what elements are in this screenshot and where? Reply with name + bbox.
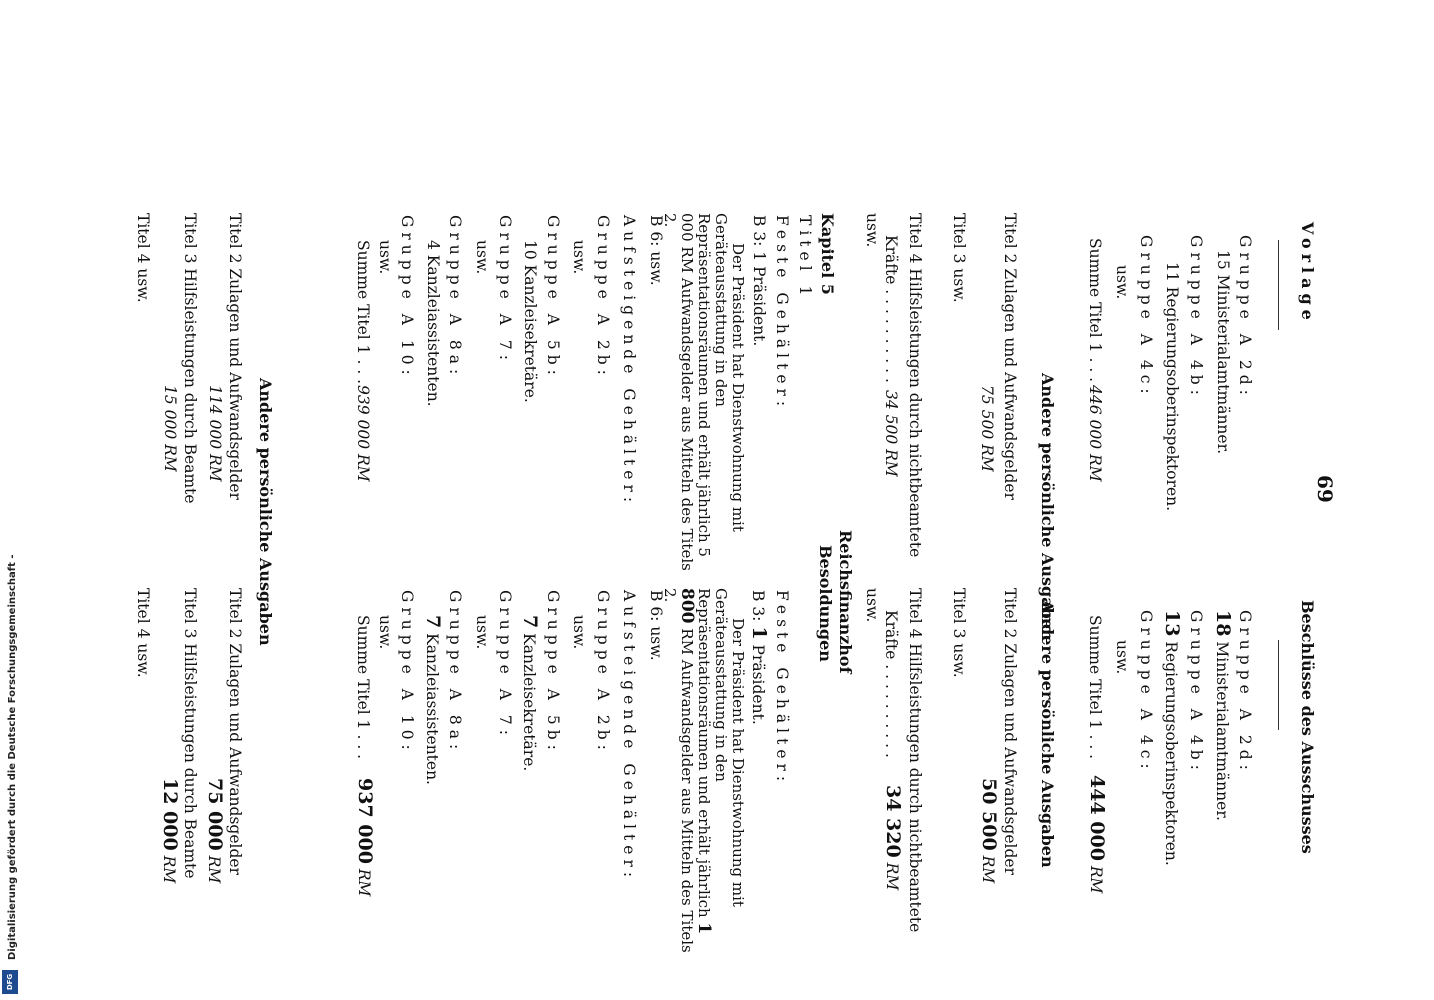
dfg-logo: DFG	[2, 970, 18, 994]
left-praesident-paragraph: Der Präsident hat Dienstwohnung mit Geräteausstattung in den Repräsentationsräumen und erhält jährlich 5 000 RM Aufwandsgelder aus Mitteln des Titels 2.	[661, 213, 747, 571]
right-group-a8a: Gruppe A 8a:	[446, 590, 464, 755]
right-group-a4c-value: usw.	[1113, 640, 1131, 675]
left-column-header: Vorlage	[1298, 222, 1317, 325]
right-group-a10-value: usw.	[376, 615, 394, 650]
left-sum2-amount: 939 000 RM	[354, 385, 372, 482]
right-praesident-paragraph: Der Präsident hat Dienstwohnung mit Geräteausstattung in den Repräsentationsräumen und erhält jährlich 1 800 RM Aufwandsgelder aus Mitteln des Titels 2.	[661, 588, 747, 953]
left-k-titel2: Titel 2 Zulagen und Aufwandsgelder	[226, 213, 244, 500]
left-titel4-cont: Kräfte . . . . . . . . . .	[882, 235, 900, 383]
right-b6: B 6: usw.	[647, 590, 665, 661]
left-group-a10-value: usw.	[376, 240, 394, 275]
left-group-a5b: Gruppe A 5b:	[544, 215, 562, 380]
right-k-titel3: Titel 3 Hilfsleistungen durch Beamte	[181, 588, 199, 879]
page-number: 69	[1313, 475, 1337, 503]
left-usw: usw.	[863, 213, 881, 248]
right-sum-titel1-amount: 444 000 RM	[1086, 775, 1108, 894]
left-b6: B 6: usw.	[647, 215, 665, 286]
right-group-a8a-value: 7 Kanzleiassistenten.	[422, 615, 444, 785]
left-heading-andere2: Andere persönliche Ausgaben	[256, 378, 275, 646]
left-group-a5b-value: 10 Kanzleisekretäre.	[521, 240, 539, 403]
left-b3: B 3: 1 Präsident.	[750, 215, 768, 347]
right-group-a4b-value: 13 Regierungsoberinspektoren.	[1161, 610, 1183, 866]
right-group-a2d-count: 18	[1212, 610, 1234, 637]
left-k-titel4: Titel 4 usw.	[134, 213, 152, 303]
left-aufsteigende: Aufsteigende Gehälter:	[620, 215, 638, 508]
left-group-a10: Gruppe A 10:	[398, 215, 416, 380]
right-group-a4c: Gruppe A 4c:	[1137, 610, 1155, 774]
right-group-a2b-value: usw.	[570, 615, 588, 650]
right-feste-gehaelter: Feste Gehälter:	[773, 590, 791, 787]
right-praesident-amount: 1 800	[677, 588, 714, 935]
right-reichsfinanzhof: Reichsfinanzhof	[836, 530, 855, 674]
right-group-a5b: Gruppe A 5b:	[544, 590, 562, 755]
right-column-header: Beschlüsse des Ausschusses	[1298, 600, 1317, 854]
left-group-a4c-value: usw.	[1113, 265, 1131, 300]
left-sum2: Summe Titel 1 . . .	[354, 240, 372, 385]
right-header-rule	[1278, 640, 1279, 730]
left-group-a2d: Gruppe A 2d:	[1236, 235, 1254, 400]
right-titel4-amount: 34 320 RM	[882, 785, 904, 891]
left-sum-titel1-amount: 446 000 RM	[1086, 385, 1104, 482]
right-group-a2d-value: 18 Ministerialamtmänner.	[1212, 610, 1234, 821]
left-titel2-amount: 75 500 RM	[978, 385, 996, 472]
right-b3-count: 1	[748, 626, 770, 640]
left-titel1: Titel 1	[796, 215, 814, 301]
left-titel4-amount: 34 500 RM	[882, 390, 900, 477]
left-k-titel3: Titel 3 Hilfsleistungen durch Beamte	[181, 213, 199, 504]
left-group-a8a: Gruppe A 8a:	[446, 215, 464, 380]
left-group-a7: Gruppe A 7:	[496, 215, 514, 365]
left-group-a7-value: usw.	[473, 240, 491, 275]
right-besoldungen: Besoldungen	[816, 545, 835, 662]
left-group-a4b-value: 11 Regierungsoberinspektoren.	[1163, 262, 1181, 512]
right-k-titel2-amount: 75 000 RM	[204, 778, 226, 884]
left-titel4: Titel 4 Hilfsleistungen durch nichtbeamtete	[906, 213, 924, 558]
right-k-titel3-amount: 12 000 RM	[159, 778, 181, 884]
left-header-rule	[1278, 240, 1279, 330]
left-group-a4c: Gruppe A 4c:	[1137, 235, 1155, 399]
right-titel2-amount: 50 500 RM	[978, 778, 1000, 884]
digitization-credit	[0, 554, 22, 1000]
right-group-a7: Gruppe A 7:	[496, 590, 514, 740]
left-k-titel3-amount: 15 000 RM	[161, 385, 179, 472]
left-kapitel5: Kapitel 5	[818, 213, 837, 295]
left-group-a4b: Gruppe A 4b:	[1187, 235, 1205, 400]
right-b3: B 3: 1 Präsident.	[748, 590, 770, 725]
right-aufsteigende: Aufsteigende Gehälter:	[620, 590, 638, 883]
right-group-a10: Gruppe A 10:	[398, 590, 416, 755]
left-k-titel2-amount: 114 000 RM	[206, 385, 224, 482]
right-titel3: Titel 3 usw.	[950, 588, 968, 678]
right-usw: usw.	[863, 588, 881, 623]
right-group-a7-value: usw.	[473, 615, 491, 650]
left-heading-andere: Andere persönliche Ausgaben	[1038, 373, 1057, 641]
left-titel3: Titel 3 usw.	[950, 213, 968, 303]
left-feste-gehaelter: Feste Gehälter:	[773, 215, 791, 412]
right-group-a5b-value: 7 Kanzleisekretäre.	[519, 615, 541, 772]
right-group-a4b-count: 13	[1161, 610, 1183, 637]
right-heading-andere: Andere persönliche Ausgaben	[1038, 600, 1057, 868]
right-k-titel2: Titel 2 Zulagen und Aufwandsgelder	[226, 588, 244, 875]
right-titel4: Titel 4 Hilfsleistungen durch nichtbeamtete	[906, 588, 924, 933]
right-titel2: Titel 2 Zulagen und Aufwandsgelder	[1001, 588, 1019, 875]
right-group-a2b: Gruppe A 2b:	[594, 590, 612, 755]
right-group-a4b: Gruppe A 4b:	[1187, 610, 1205, 775]
left-group-a8a-value: 4 Kanzleiassistenten.	[424, 240, 442, 407]
right-sum2-amount: 937 000 RM	[354, 778, 376, 897]
right-group-a2d: Gruppe A 2d:	[1236, 610, 1254, 775]
right-titel4-cont: Kräfte . . . . . . . . . .	[882, 610, 900, 758]
left-group-a2d-value: 15 Ministerialamtmänner.	[1214, 250, 1232, 455]
credit-text: Digitalisierung gefördert durch die Deutsche Forschungsgemeinschaft -	[7, 554, 18, 960]
right-sum2: Summe Titel 1 . . .	[354, 615, 372, 760]
right-sum-titel1: Summe Titel 1 . . .	[1086, 615, 1104, 760]
left-group-a2b-value: usw.	[570, 240, 588, 275]
left-titel2: Titel 2 Zulagen und Aufwandsgelder	[1001, 213, 1019, 500]
left-sum-titel1: Summe Titel 1 . . .	[1086, 238, 1104, 383]
left-group-a2b: Gruppe A 2b:	[594, 215, 612, 380]
right-k-titel4: Titel 4 usw.	[134, 588, 152, 678]
